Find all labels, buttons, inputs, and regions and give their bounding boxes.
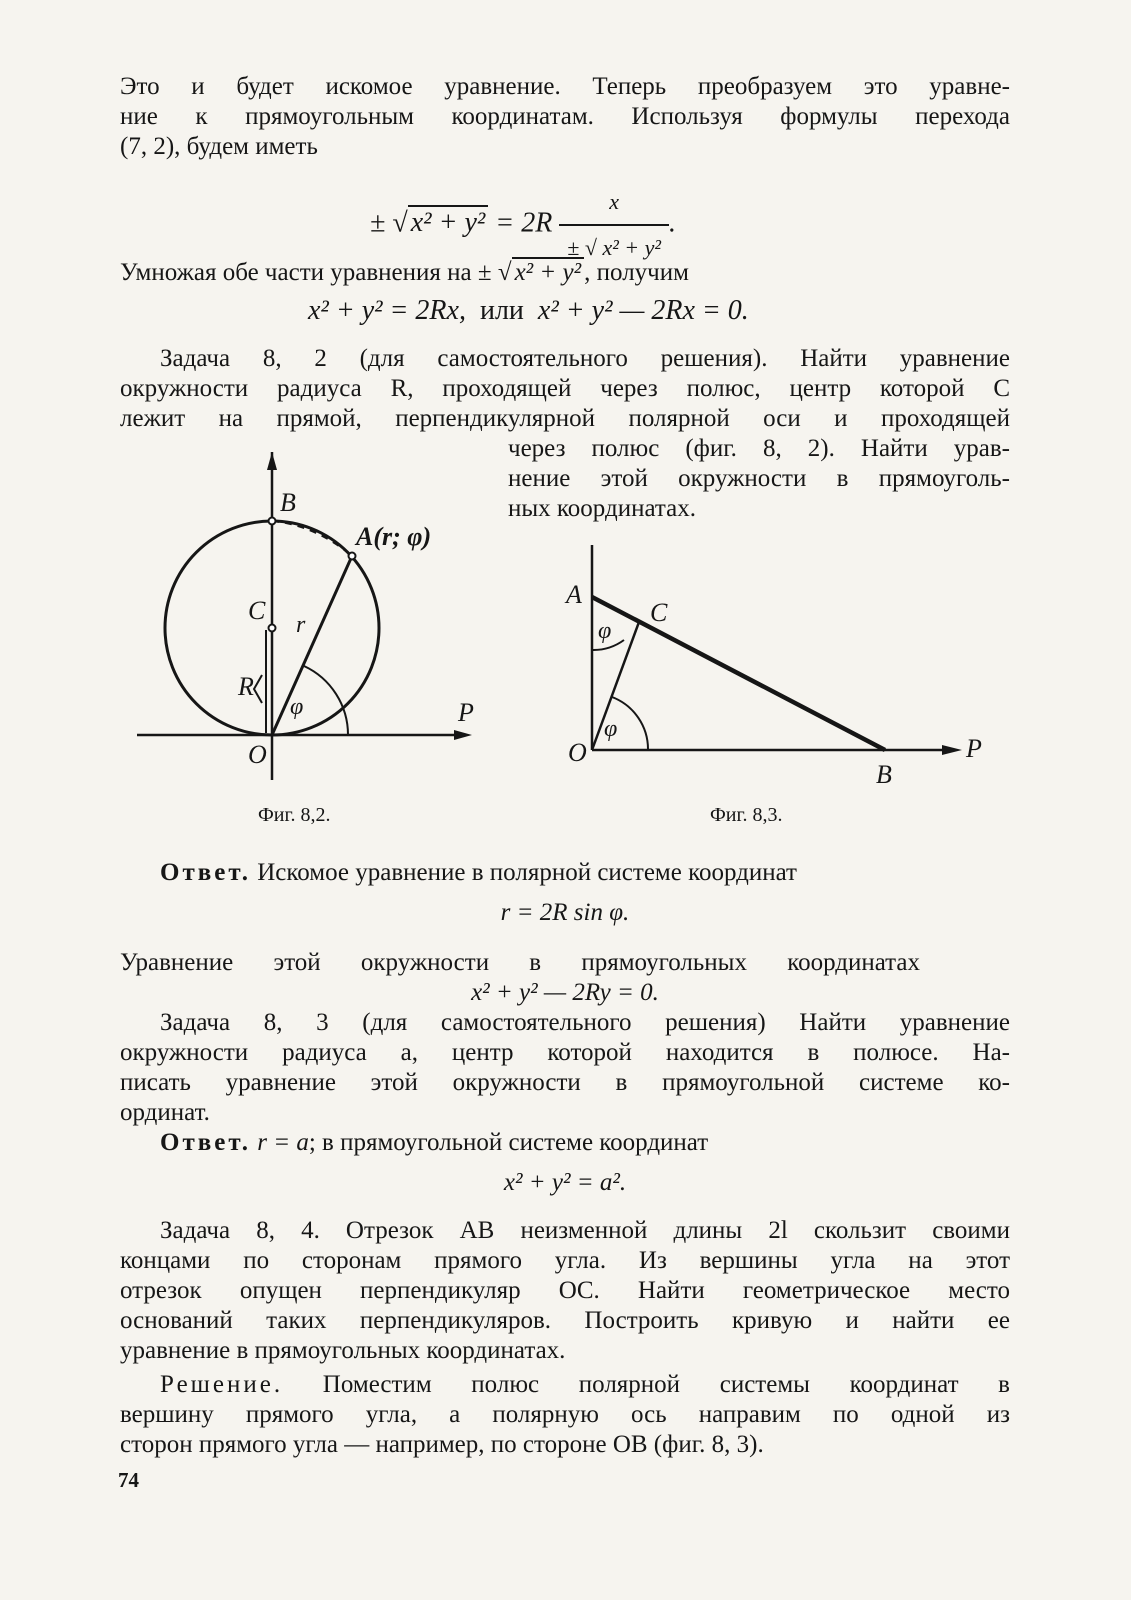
solution-head: Решение. (160, 1371, 284, 1398)
label-phi: φ (290, 694, 304, 720)
label-A: A (566, 580, 582, 609)
text-line: отрезок опущен перпендикуляр OC. Найти геометрическое место (120, 1277, 1010, 1304)
label-O: O (248, 740, 267, 769)
segment-AB (592, 597, 885, 750)
numerator: x (609, 189, 620, 214)
point-B (269, 518, 276, 525)
label-O: O (568, 738, 587, 767)
text-line: сторон прямого угла — например, по стороне OB (фиг. 8, 3). (120, 1431, 764, 1458)
eq-rhs: = 2R (495, 207, 553, 239)
chord-BA (272, 521, 352, 556)
text-line (160, 1370, 1010, 1400)
eq-radicand: x² + y² (408, 205, 489, 238)
denominator: ± √ x² + y² (559, 224, 669, 270)
eq-part: x² + y² — 2Rx = 0. (537, 295, 749, 326)
text-line: окружности радиуса a, центр которой находится в полюсе. На- (120, 1039, 1010, 1066)
text-line: через полюс (фиг. 8, 2). Найти урав- (508, 435, 1010, 462)
text-line: вершину прямого угла, а полярную ось направим по одной из (120, 1401, 1010, 1428)
text-line: Умножая обе части уравнения на ± √ x² + y² , получим (120, 259, 689, 286)
radicand: x² + y² (512, 257, 585, 286)
equation: x² + y² = a². (503, 1169, 627, 1196)
text-line: Уравнение этой окружности в прямоугольных координатах (120, 949, 920, 976)
text-line (160, 1008, 1010, 1038)
label-C: C (650, 598, 668, 627)
page-number: 74 (118, 1468, 139, 1492)
text-span: Отрезок AB неизменной длины 2l скользит своими (319, 1217, 1011, 1244)
eq-pm: ± (370, 207, 386, 239)
brace-R (254, 675, 262, 703)
text-span: (для самостоятельного решения) Найти уравнение (328, 1009, 1011, 1036)
equation: x² + y² — 2Ry = 0. (471, 979, 659, 1006)
label-r: r (296, 612, 306, 638)
angle-arc-bottom (612, 697, 648, 750)
text-span: Искомое уравнение в полярной системе координат (250, 859, 797, 886)
text-line (160, 1128, 708, 1158)
text-span: (для самостоятельного решения). Найти уравнение (326, 345, 1011, 372)
caption-fig-8-3: Фиг. 8,3. (710, 804, 783, 826)
text-line: ординат. (120, 1099, 210, 1126)
eq-or: или (479, 295, 524, 326)
task-head: Задача 8, 3 (160, 1009, 329, 1036)
task-head: Задача 8, 2 (160, 345, 327, 372)
label-B: B (280, 488, 296, 517)
equation: r = 2R sin φ. (500, 899, 630, 926)
inline-equation: r = a (257, 1129, 309, 1156)
text-span: , получим (584, 259, 689, 286)
label-B: B (876, 760, 892, 789)
text-span: ; в прямоугольной системе координат (308, 1129, 709, 1156)
task-head: Задача 8, 4. (160, 1217, 320, 1244)
text-line: Это и будет искомое уравнение. Теперь преобразуем это уравне- (120, 73, 1010, 100)
text-line: уравнение в прямоугольных координатах. (120, 1337, 566, 1364)
text-span: Умножая обе части уравнения на ± (120, 259, 492, 286)
point-A (349, 553, 356, 560)
text-line (160, 858, 797, 888)
point-C (269, 625, 276, 632)
text-line: окружности радиуса R, проходящей через полюс, центр которой C (120, 375, 1010, 402)
caption-fig-8-2: Фиг. 8,2. (258, 804, 331, 826)
angle-arc (304, 666, 348, 735)
text-line: лежит на прямой, перпендикулярной полярной оси и проходящей (120, 405, 1010, 432)
label-C: C (248, 596, 266, 625)
text-line: писать уравнение этой окружности в прямоугольной системе ко- (120, 1069, 1010, 1096)
text-line: ных координатах. (508, 495, 696, 522)
text-span: Поместим полюс полярной системы координат в (283, 1371, 1010, 1398)
label-phi-top: φ (598, 618, 612, 644)
label-phi-bottom: φ (604, 716, 618, 742)
arrow-up (267, 452, 277, 470)
figure-8-3 (592, 545, 962, 755)
label-A: A(r; φ) (356, 522, 432, 551)
text-line: ние к прямоугольным координатам. Используя формулы перехода (120, 103, 1010, 130)
text-line: нение этой окружности в прямоуголь- (508, 465, 1010, 492)
answer-head: Ответ. (160, 1129, 251, 1156)
label-P: P (966, 734, 982, 763)
text-line: оснований таких перпендикуляров. Построить кривую и найти ее (120, 1307, 1010, 1334)
arrow-right (454, 730, 472, 740)
label-P: P (458, 698, 474, 727)
text-line: концами по сторонам прямого угла. Из вершины угла на этот (120, 1247, 1010, 1274)
equation-1: ± √ x² + y² = 2R $\frac{x}{\text{± √ x² + y²}}$ . (370, 180, 676, 270)
label-R: R (238, 672, 254, 701)
answer-head: Ответ. (160, 859, 251, 886)
text-line (160, 1216, 1010, 1246)
arrow-right (942, 745, 962, 755)
eq-end: . (669, 207, 677, 239)
text-line: (7, 2), будем иметь (120, 133, 318, 160)
eq-part: x² + y² = 2Rx, (308, 295, 466, 326)
radius-vector (272, 556, 352, 735)
